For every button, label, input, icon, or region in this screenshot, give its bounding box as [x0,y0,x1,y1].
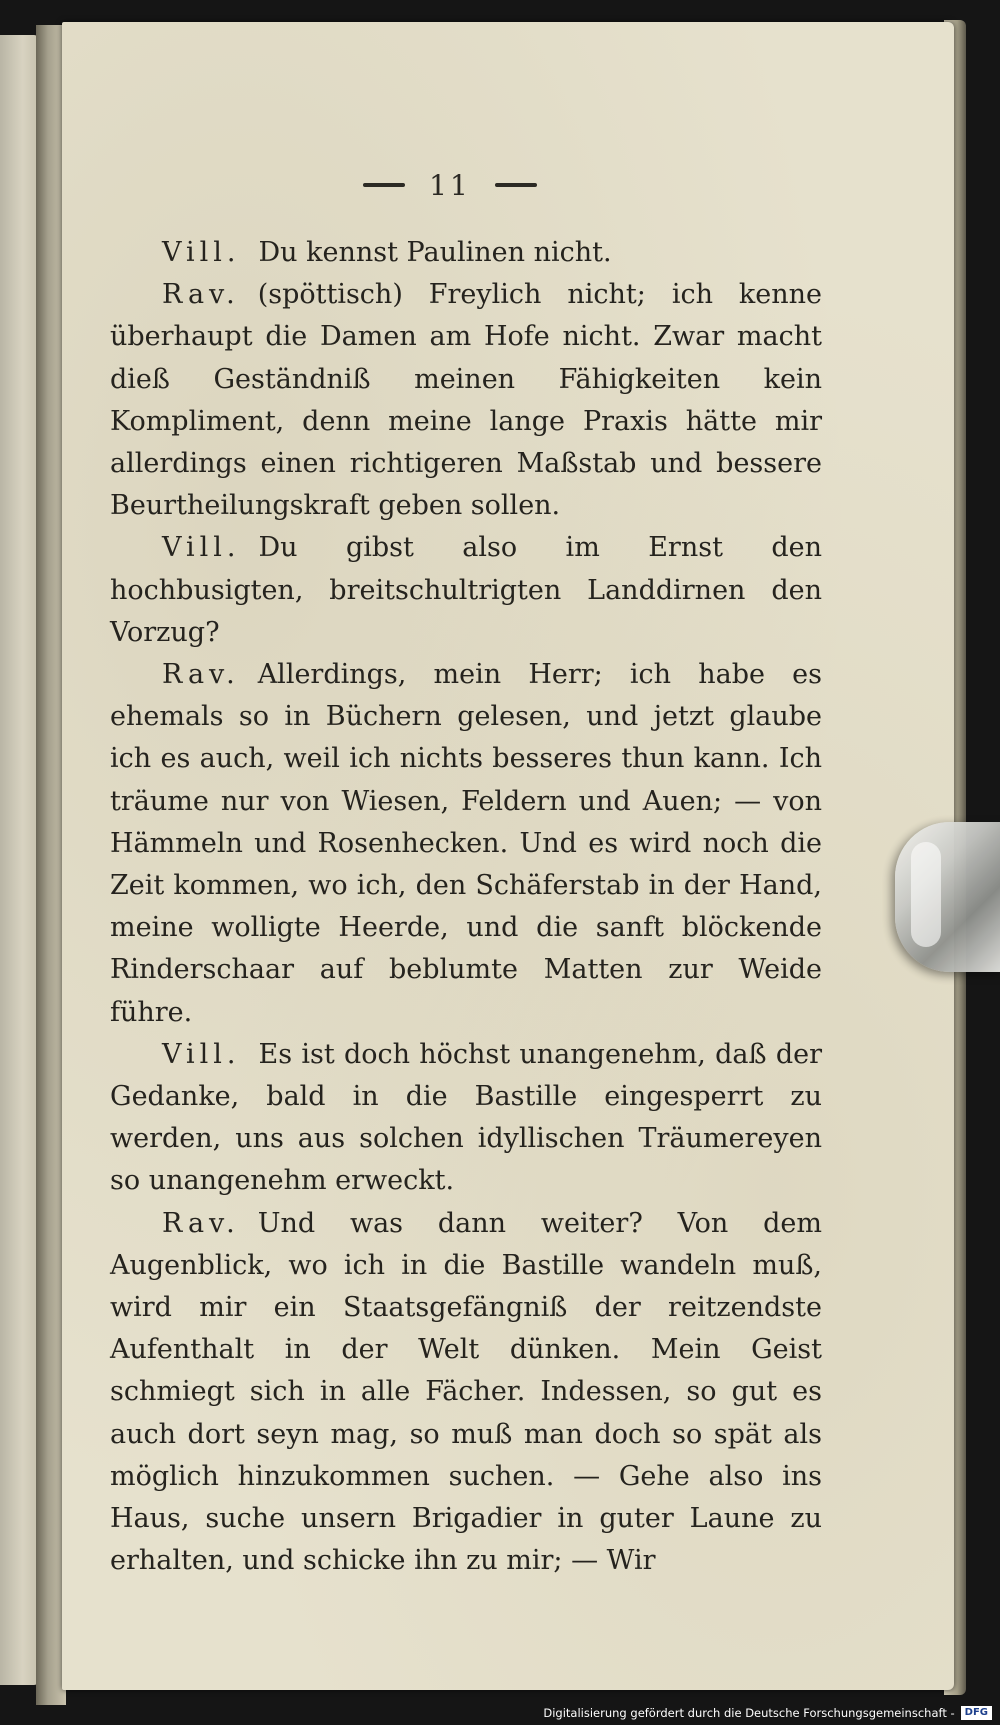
paragraph-text: (spöttisch) Freylich nicht; ich kenne überhaupt die Damen am Hofe nicht. Zwar macht dieß Geständniß meinen Fähigkeiten kein Kompliment, denn meine lange Praxis hätte mir allerdings einen richtigeren Maßstab und bessere Beurtheilungskraft geben sollen. [110,279,822,522]
previous-page-edge [0,35,38,1685]
paragraph-text: Du kennst Paulinen nicht. [258,237,612,268]
paragraph-text: Allerdings, mein Herr; ich habe es ehemals so in Büchern gelesen, und jetzt glaube ich es auch, weil ich nichts besseres thun kann. Ich träume nur von Wiesen, Feldern und Auen; — von Hämmeln und Rosenhecken. Und es wird noch die Zeit kommen, wo ich, den Schäferstab in der Hand, meine wolligte Heerde, und die sanft blöckende Rinderschaar auf beblumte Matten zur Weide führe. [110,659,822,1028]
dfg-logo: DFG [961,1706,992,1720]
speaker-name: Vill. [162,237,241,268]
paragraph [110,654,822,1034]
speaker-name: Rav. [162,659,240,691]
left-rule [363,183,405,187]
paragraph-text: Du gibst also im Ernst den hochbusigten, breitschultrigten Landdirnen den Vorzug? [110,532,822,648]
paragraph-text: Es ist doch höchst unangenehm, daß der Gedanke, bald in die Bastille eingesperrt zu werden, uns aus solchen idyllischen Träumereyen so unangenehm erweckt. [110,1038,822,1197]
paragraph [110,232,822,274]
paragraph [110,1203,822,1583]
page-number: 11 [429,168,471,202]
paragraph [110,274,822,527]
glass-page-weight [895,822,1000,972]
speaker-name: Rav. [162,1207,240,1239]
speaker-name: Vill. [162,1038,241,1070]
paragraph-text: Und was dann weiter? Von dem Augenblick, wo ich in die Bastille wandeln muß, wird mir ein Staatsgefängniß der reitzendste Aufenthalt in der Welt dünken. Mein Geist schmiegt sich in alle Fächer. Indessen, so gut es auch dort seyn mag, so muß man doch so spät als möglich hinzukommen suchen. — Gehe also ins Haus, suche unsern Brigadier in guter Laune zu erhalten, und schicke ihn zu mir; — Wir [110,1207,822,1577]
page-text [110,232,822,1583]
paragraph [110,1034,822,1203]
page-header [330,165,570,205]
right-rule [495,183,537,187]
digitization-credit [543,1703,992,1723]
paragraph [110,527,822,654]
credit-text: Digitalisierung gefördert durch die Deutsche Forschungsgemeinschaft - [543,1706,955,1720]
speaker-name: Vill. [162,532,241,564]
speaker-name: Rav. [162,279,240,311]
